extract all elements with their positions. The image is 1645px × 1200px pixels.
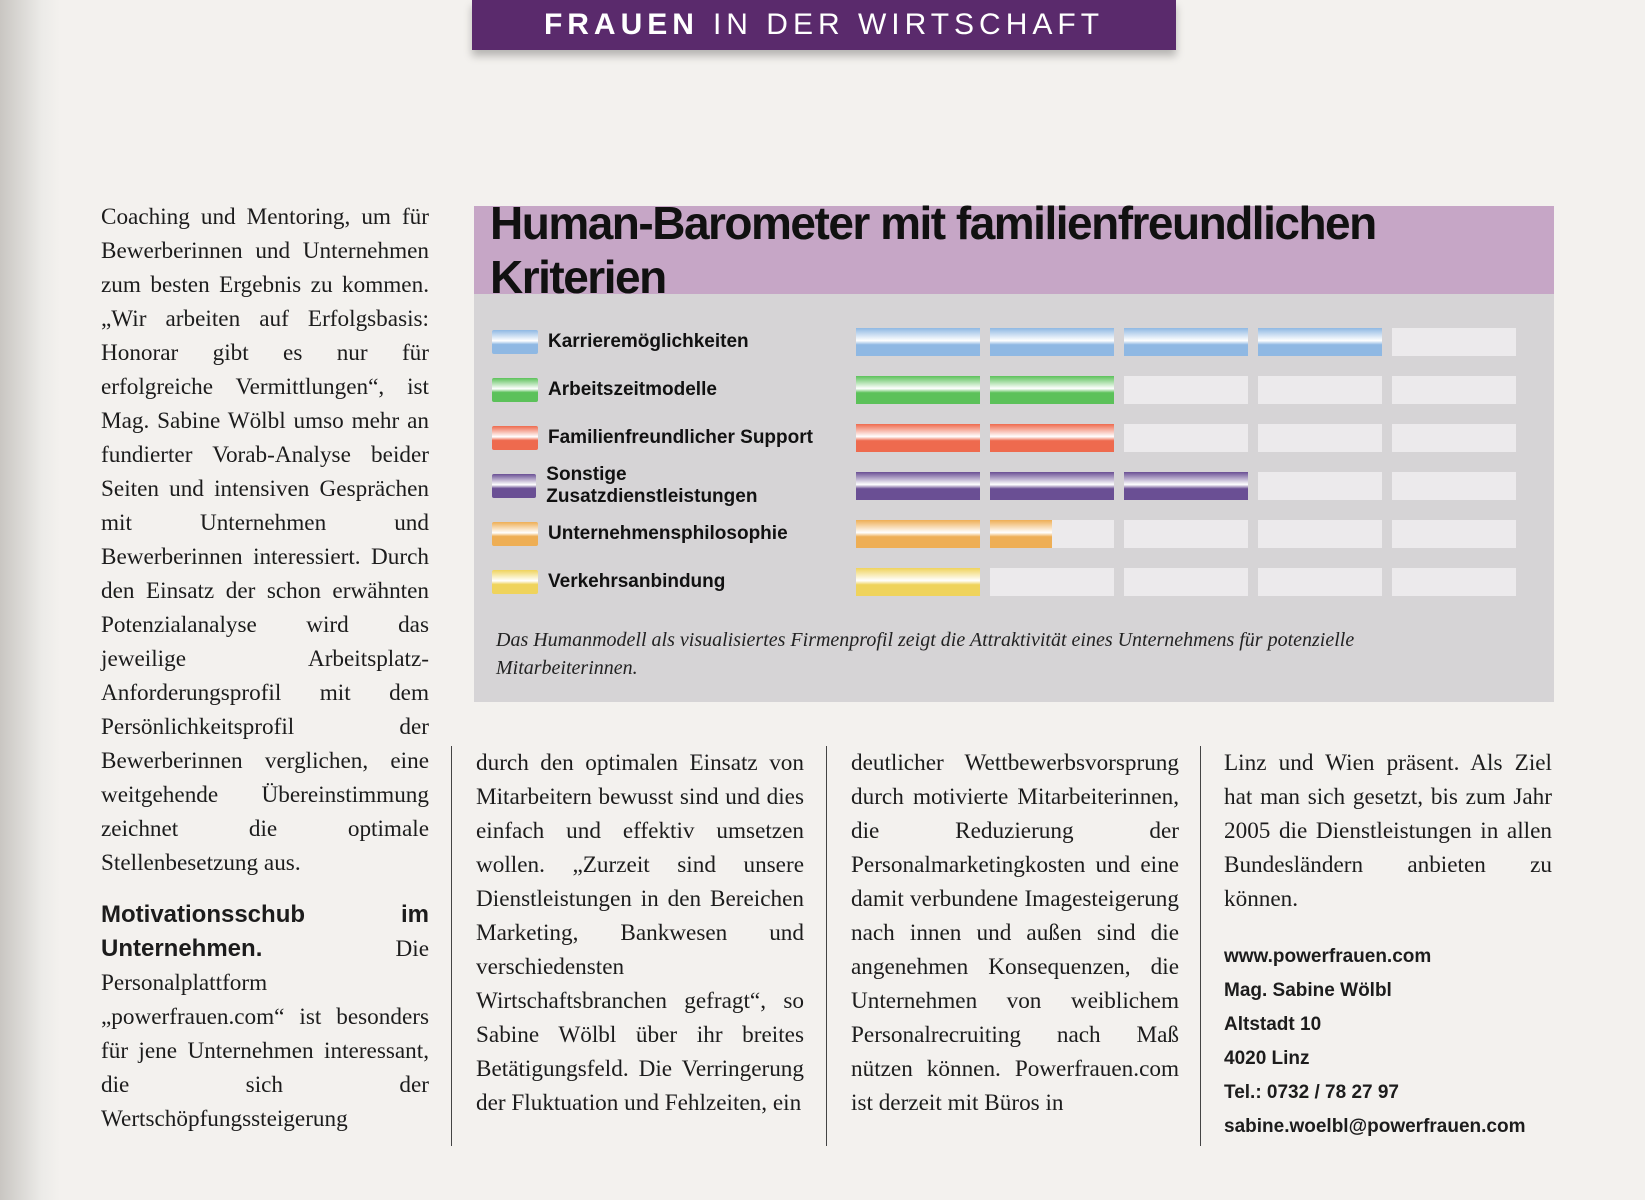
chart-caption: Das Humanmodell als visualisiertes Firmenprofil zeigt die Attraktivität eines Unternehmens für potenzielle Mitarbeiterinnen. [496,629,1355,679]
legend-item [492,510,832,558]
bar-segment [1124,472,1248,500]
bar-track-segment [1392,520,1516,548]
chart-legend [492,318,832,606]
legend-label: Familienfreundlicher Support [548,427,813,448]
bar-track-segment [1258,424,1382,452]
bar-track-segment [1124,376,1248,404]
legend-swatch [492,426,538,450]
article-column-2 [476,746,804,1120]
bar-track-segment [1124,520,1248,548]
bar-row [856,510,1516,558]
page-gutter-shade [0,0,60,1200]
legend-item [492,462,832,510]
bar-segment [856,424,980,452]
article-column-1 [101,200,429,1136]
legend-item [492,366,832,414]
bar-track-segment [1124,568,1248,596]
article-column-3 [851,746,1179,1120]
column-1-text: Coaching und Mentoring, um für Bewerberinnen und Unternehmen zum besten Ergebnis zu kommen. „Wir arbeiten auf Erfolgsbasis: Honorar gibt es nur für erfolgreiche Vermittlungen“, ist Mag. Sabine Wölbl umso mehr an fundierter Vorab-Analyse beider Seiten und intensiven Gesprächen mit Unternehmen und Bewerberinnen interessiert. Durch den Einsatz der schon erwähnten Potenzialanalyse wird das jeweilige Arbeitsplatz-Anforderungsprofil mit dem Persönlichkeitsprofil der Bewerberinnen verglichen, eine weitgehende Übereinstimmung zeichnet die optimale Stellenbesetzung aus. [101,204,429,876]
legend-item [492,318,832,366]
contact-city: 4020 Linz [1224,1048,1310,1069]
chart-title: Human-Barometer mit familienfreundlichen Kriterien [474,206,1554,294]
bar-track-segment [1258,376,1382,404]
bar-segment [856,376,980,404]
bar-segment [990,520,1052,548]
bar-track-segment [1392,328,1516,356]
contact-street: Altstadt 10 [1224,1014,1322,1035]
bar-segment [856,520,980,548]
section-header-rest: IN DER WIRTSCHAFT [712,8,1105,41]
contact-phone: Tel.: 0732 / 78 27 97 [1224,1082,1399,1103]
column-rule-3 [1200,746,1201,1146]
contact-block [1224,940,1552,1144]
legend-swatch [492,474,536,498]
bar-segment [856,328,980,356]
bar-track-segment [990,568,1114,596]
bar-segment [990,472,1114,500]
section-header [472,0,1176,50]
column-2-text: durch den optimalen Einsatz von Mitarbeitern bewusst sind und dies einfach und effektiv umsetzen wollen. „Zurzeit sind unsere Dienstleistungen in den Bereichen Marketing, Bankwesen und verschiedensten Wirtschaftsbranchen gefragt“, so Sabine Wölbl über ihr breites Betätigungsfeld. Die Verringerung der Fluktuation und Fehlzeiten, ein [476,750,804,1116]
bar-segment [856,568,980,596]
legend-item [492,414,832,462]
bar-track-segment [1258,568,1382,596]
bar-row [856,414,1516,462]
bar-row [856,462,1516,510]
legend-label: Verkehrsanbindung [548,571,726,592]
chart-plot [856,318,1516,606]
bar-track-segment [1392,568,1516,596]
bar-segment [1124,328,1248,356]
bar-track-segment [1258,472,1382,500]
legend-label: Arbeitszeitmodelle [548,379,717,400]
legend-swatch [492,570,538,594]
bar-row [856,558,1516,606]
column-rule-2 [826,746,827,1146]
bar-segment [856,472,980,500]
bar-segment [1258,328,1382,356]
legend-label: Sonstige Zusatzdienstleistungen [546,464,758,507]
legend-swatch [492,378,538,402]
bar-track-segment [1124,424,1248,452]
bar-segment [990,376,1114,404]
column-rule-1 [451,746,452,1146]
column-3-text: deutlicher Wettbewerbsvorsprung durch motivierte Mitarbeiterinnen, die Reduzierung der Personalmarketingkosten und eine damit verbundene Imagesteigerung nach innen und außen sind die angenehmen Konsequenzen, die Unternehmen von weiblichem Personalrecruiting nach Maß nützen können. Powerfrauen.com ist derzeit mit Büros in [851,750,1179,1116]
bar-track-segment [1392,424,1516,452]
legend-swatch [492,330,538,354]
contact-website-link[interactable]: www.powerfrauen.com [1224,946,1432,967]
legend-swatch [492,522,538,546]
bar-track-segment [1258,520,1382,548]
bar-row [856,366,1516,414]
legend-label: Unternehmensphilosophie [548,523,788,544]
barometer-chart-box [474,197,1554,702]
column-1-text-2: Die Personalplattform „powerfrauen.com“ ist besonders für jene Unternehmen interessant, die sich der Wertschöpfungssteigerung [101,936,429,1132]
column-1-paragraph-2 [101,898,429,1136]
column-4-text: Linz und Wien präsent. Als Ziel hat man sich gesetzt, bis zum Jahr 2005 die Dienstleistungen in allen Bundesländern anbieten zu können. [1224,750,1552,912]
subheading-motivationsschub: Motivationsschub im Unternehmen. [101,901,429,962]
section-header-bold: FRAUEN [543,8,699,41]
legend-label: Karrieremöglichkeiten [548,331,749,352]
bar-segment [990,328,1114,356]
legend-item [492,558,832,606]
article-column-4 [1224,746,1552,1144]
contact-email-link[interactable]: sabine.woelbl@powerfrauen.com [1224,1116,1526,1137]
bar-segment [990,424,1114,452]
bar-track-segment [1392,376,1516,404]
bar-track-segment [1392,472,1516,500]
contact-name: Mag. Sabine Wölbl [1224,980,1392,1001]
bar-row [856,318,1516,366]
